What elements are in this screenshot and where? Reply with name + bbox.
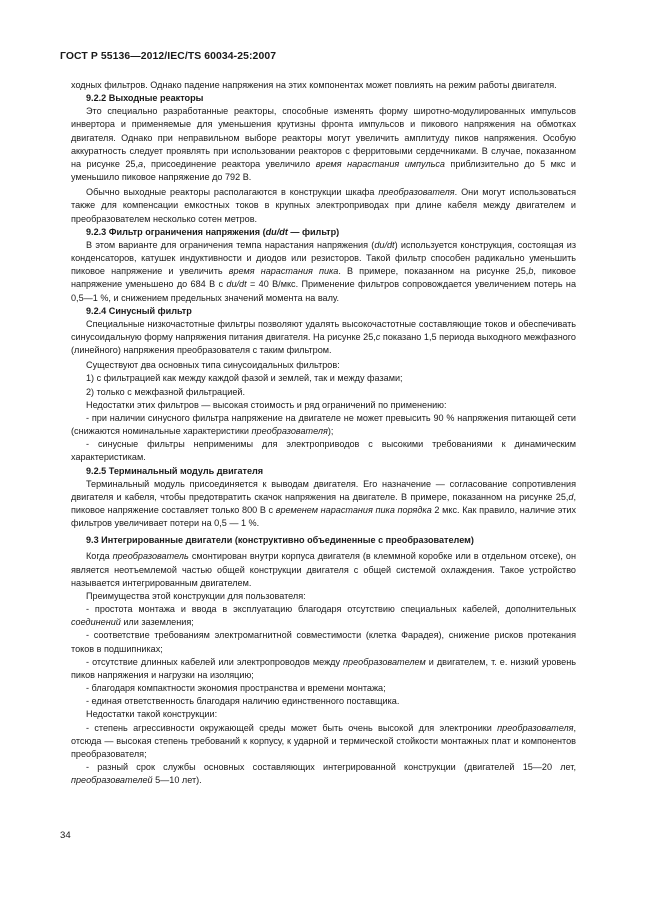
text-run: смонтирован внутри корпуса двигателя (в клеммной коробке или в отдельном отсеке), он является неотъемлемой частью общей конструкции двигателя с общей системой охлаждения. Такое устройство называется интегрированным двигателем. [71, 551, 577, 588]
text-run: - простота монтажа и ввода в эксплуатацию благодаря отсутствию специальных кабелей, дополнительных [86, 604, 576, 615]
text-run: , отсюда — высокая степень требований к корпусу, к ударной и термической стойкости монтажных плат и компонентов преобразователя; [71, 722, 576, 759]
paragraph: Преимущества этой конструкции для пользователя: [86, 590, 306, 601]
text-run-italic: время нарастания импульса [315, 158, 445, 169]
text-run: - при наличии синусного фильтра напряжение на двигателе не может превысить 90 % напряжения питающей сети (снижаются номинальные характеристики [71, 412, 576, 437]
list-item [71, 761, 576, 787]
text-run-italic: преобразователем [343, 656, 426, 667]
heading-run: — фильтр) [287, 226, 340, 237]
paragraph [71, 478, 576, 531]
section-heading-9-2-5: 9.2.5 Терминальный модуль двигателя [86, 465, 264, 476]
section-heading-9-2-4: 9.2.4 Синусный фильтр [86, 305, 192, 316]
paragraph [71, 550, 576, 589]
section-heading-9-2-3 [71, 226, 576, 239]
text-run-italic: преобразователя [497, 722, 574, 733]
paragraph: ходных фильтров. Однако падение напряжения на этих компонентах может повлиять на режим работы двигателя. [71, 80, 557, 90]
paragraph: Существуют два основных типа синусоидальных фильтров: [86, 360, 340, 371]
text-run: - отсутствие длинных кабелей или электропроводов между [86, 656, 344, 667]
text-run: Специальные низкочастотные фильтры позволяют удалять высокочастотные составляющие токов и обеспечивать синусоидальную форму напряжения питания двигателя. На рисунке 25, [71, 318, 576, 342]
section-heading-9-2-2: 9.2.2 Выходные реакторы [86, 93, 204, 104]
text-run-italic: преобразователь [112, 551, 189, 562]
text-run: Обычно выходные реакторы располагаются в конструкции шкафа [86, 187, 379, 198]
text-run-italic: du/dt [226, 279, 247, 290]
text-run: Это специально разработанные реакторы, способные изменять форму широтно-модулированных импульсов инвертора и применяемые для уменьшения крутизны фронта импульсов и пикового напряжения на обмотках двигателя. Однако при неправильном выборе реакторы могут увеличить амплитуду пиков напряжения. Особую аккуратность следует проявлять при использовании реакторов с ферритовыми сердечниками. В случае, показанном на рисунке 25, [71, 106, 576, 169]
text-run: 5—10 лет). [152, 775, 202, 786]
heading-run-italic: du/dt [265, 226, 288, 237]
text-run: , пиковое напряжение уменьшено до 684 В с [71, 266, 576, 290]
paragraph [71, 318, 576, 357]
text-run-italic: преобразователей [71, 775, 153, 786]
paragraph [71, 186, 576, 225]
paragraph [71, 239, 576, 305]
text-run: Когда [86, 551, 113, 562]
list-item [71, 412, 576, 438]
section-heading-9-3: 9.3 Интегрированные двигатели (конструктивно объединенные с преобразователем) [86, 535, 474, 546]
text-run-italic: du/dt [374, 239, 395, 250]
text-run: Терминальный модуль присоединяется к выводам двигателя. Его назначение — согласование сопротивления двигателя и кабеля, чтобы предотвратить скачок напряжения на двигателе. В примере, показанном на рисунке 25, [71, 478, 576, 502]
text-run: . Они могут использоваться также для компенсации емкостных токов в крупных электроприводах при длине кабеля между двигателем и преобразователем несколько сотен метров. [71, 187, 576, 224]
text-run: приблизительно до 5 мкс и уменьшило пиковое напряжение до 792 В. [71, 158, 576, 183]
text-run: показано 1,5 периода выходного межфазного (линейного) напряжения преобразователя с таким фильтром. [71, 331, 576, 356]
text-run-italic: временем нарастания пика порядка [275, 505, 432, 515]
text-run-italic: преобразователя [251, 426, 328, 437]
text-run-italic: b [528, 266, 534, 277]
document-body [71, 79, 576, 787]
text-run: - разный срок службы основных составляющих интегрированной конструкции (двигателей 15—20 лет, [86, 761, 576, 772]
text-run: . В примере, показанном на рисунке 25, [338, 266, 529, 277]
text-run: ); [327, 426, 334, 437]
text-run: В этом варианте для ограничения темпа нарастания напряжения ( [86, 239, 375, 250]
paragraph: Недостатки этих фильтров — высокая стоимость и ряд ограничений по применению: [86, 399, 447, 410]
text-run-italic: время нарастания пика [228, 266, 339, 277]
list-item [71, 722, 576, 761]
document-header: ГОСТ Р 55136—2012/IEC/TS 60034-25:2007 [60, 51, 277, 62]
text-run: ) используется конструкция, состоящая из конденсаторов, катушек индуктивности и диодов или резисторов. Такой фильтр способен радикально уменьшить пиковое напряжение и увеличить [71, 239, 576, 277]
text-run-italic: соединений [71, 617, 121, 628]
text-run: , присоединение реактора увеличило [143, 158, 316, 169]
list-item: 2) только с межфазной фильтрацией. [86, 386, 246, 397]
text-run: - степень агрессивности окружающей среды может быть очень высокой для электроники [86, 722, 498, 733]
text-run-italic: c [375, 331, 381, 342]
list-item: 1) с фильтрацией как между каждой фазой и землей, так и между фазами; [86, 373, 403, 384]
paragraph: Недостатки такой конструкции: [86, 709, 218, 720]
text-run: , пиковое напряжение составляет только 800 В с [71, 491, 576, 515]
text-run: 2 мкс. Как правило, наличие этих фильтров увеличивает потери на 0,5 — 1 %. [71, 505, 576, 529]
text-run-italic: d [568, 491, 574, 502]
text-run: и двигателем, т. е. низкий уровень пиков напряжения и нагрузки на изоляцию; [71, 656, 576, 680]
text-run-italic: a [138, 158, 144, 169]
text-run-italic: преобразователя [378, 187, 455, 198]
list-item [71, 656, 576, 682]
heading-run: 9.2.3 Фильтр ограничения напряжения ( [86, 226, 266, 237]
page-number: 34 [60, 830, 71, 841]
text-run: или заземления; [120, 617, 194, 628]
paragraph [71, 105, 576, 184]
list-item [71, 603, 576, 629]
list-item: - единая ответственность благодаря наличию единственного поставщика. [86, 696, 400, 707]
list-item: - благодаря компактности экономия пространства и времени монтажа; [86, 683, 386, 694]
list-item: - синусные фильтры неприменимы для электроприводов с высокими требованиями к динамическим характеристикам. [71, 439, 576, 463]
list-item: - соответствие требованиям электромагнитной совместимости (клетка Фарадея), снижение рисков протекания токов в подшипниках; [71, 630, 576, 654]
text-run: = 40 В/мкс. Применение фильтров сопровождается увеличением потерь на 0,5—1 %, и снижением предельных значений момента на валу. [71, 279, 576, 303]
